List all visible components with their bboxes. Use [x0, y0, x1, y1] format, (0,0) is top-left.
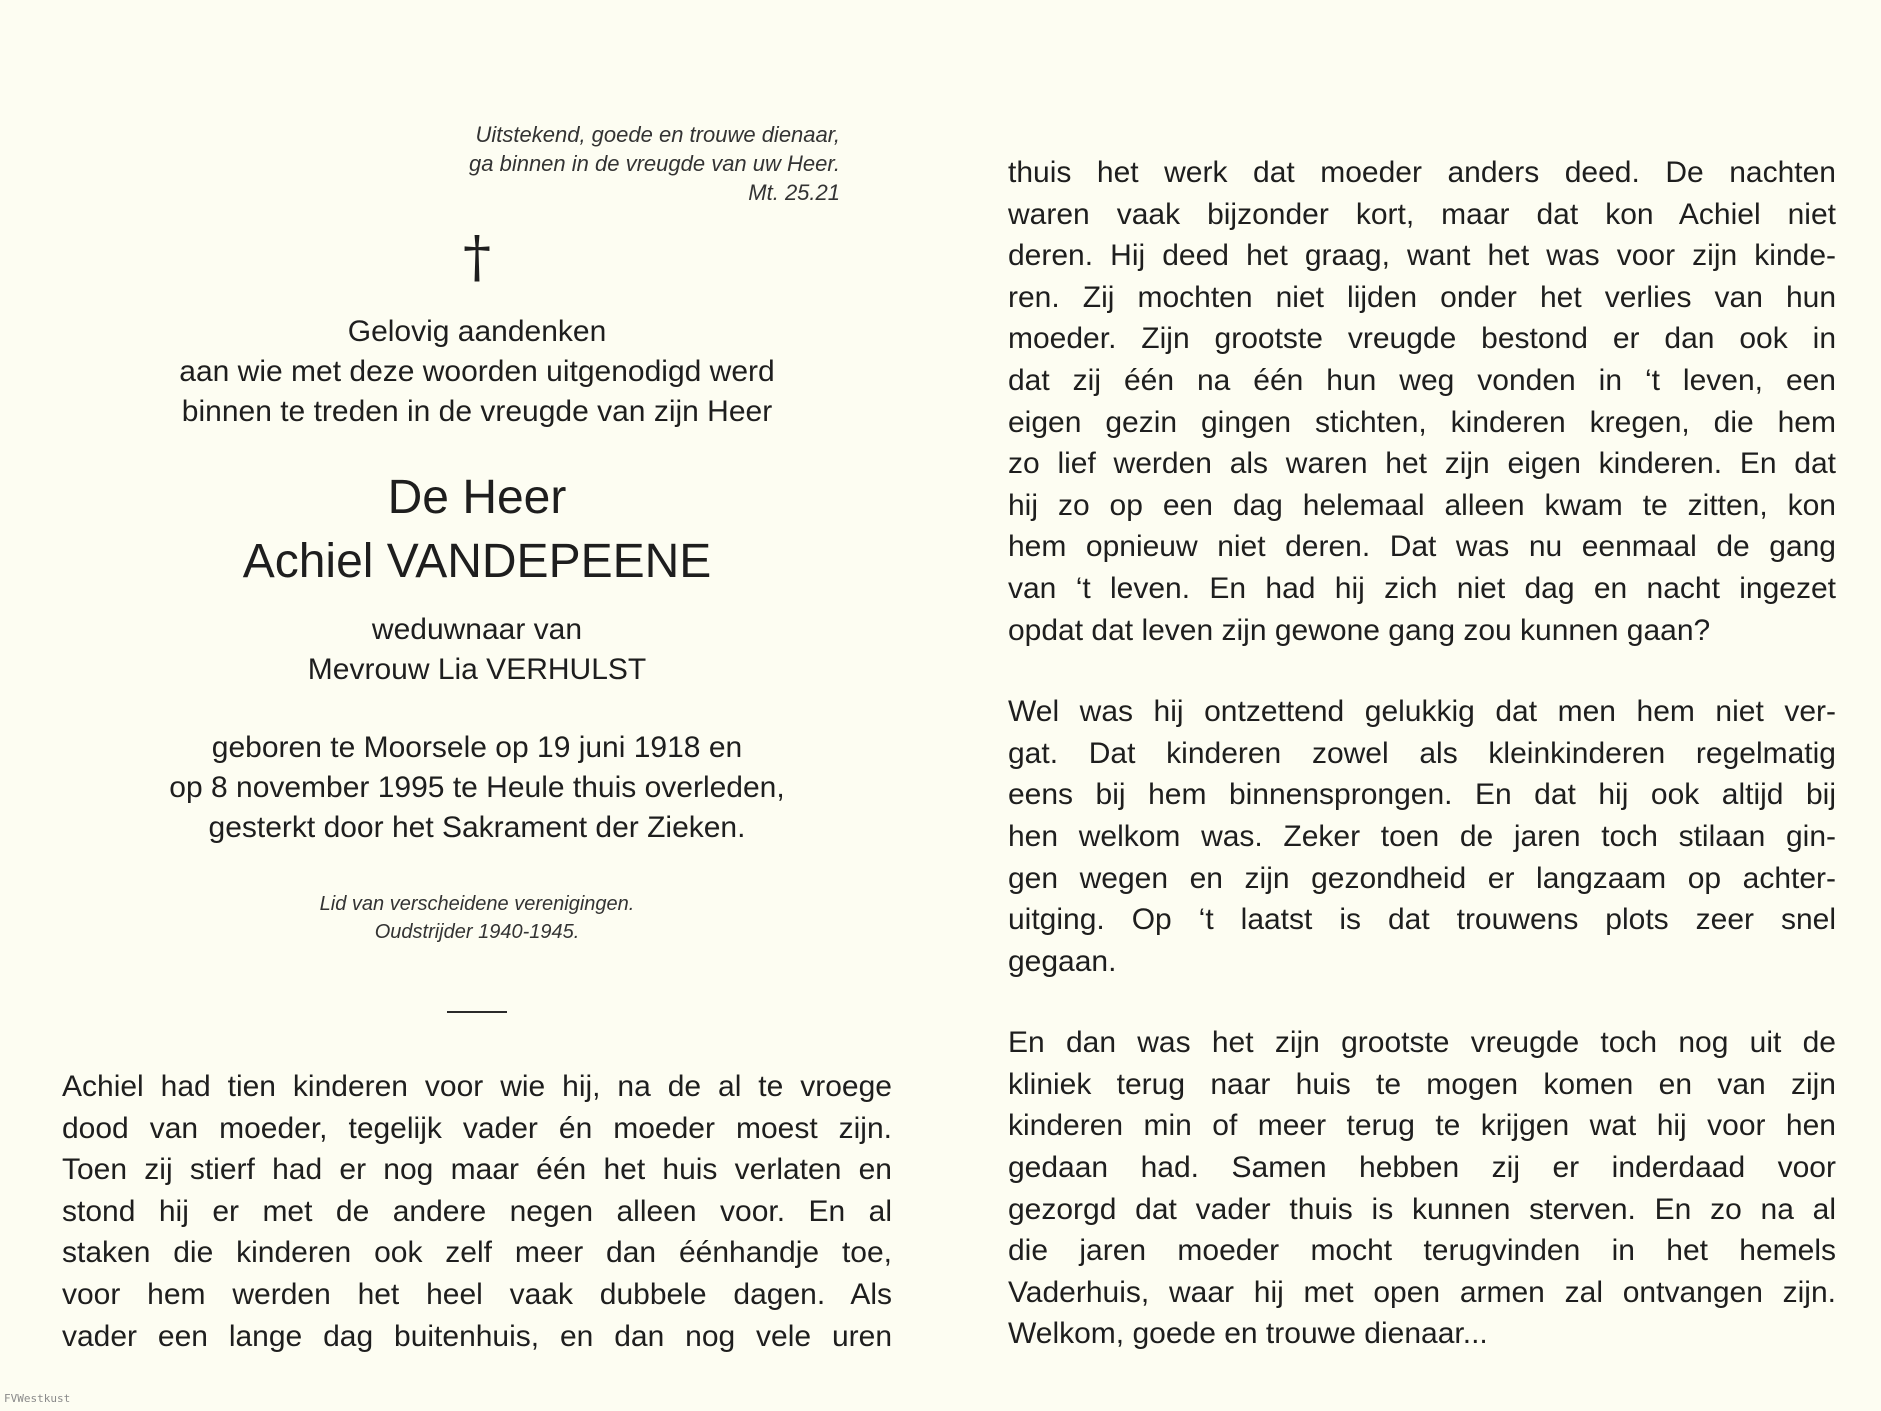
bio-line: hij zo op een dag helemaal alleen kwam te zitten, kon — [1008, 488, 1836, 522]
bio-line: gen wegen en zijn gezondheid er langzaam op achter- — [1008, 861, 1836, 895]
bio-line: gat. Dat kinderen zowel als kleinkinderen regelmatig — [1008, 736, 1836, 770]
bio-line: moeder. Zijn grootste vreugde bestond er dan ook in — [1008, 322, 1836, 356]
associations — [62, 890, 892, 946]
bio-line: voor hem werden het heel vaak dubbele dagen. Als — [62, 1277, 892, 1311]
bio-line: Vaderhuis, waar hij met open armen zal ontvangen zijn. — [1008, 1275, 1836, 1309]
bio-line: hem opnieuw niet deren. Dat was nu eenmaal de gang — [1008, 530, 1836, 564]
bio-line: waren vaak bijzonder kort, maar dat kon Achiel niet — [1008, 197, 1836, 231]
bio-line: die jaren moeder mocht terugvinden in het hemels — [1008, 1234, 1836, 1268]
biography-paragraph-2 — [1008, 691, 1836, 982]
association-line: Lid van verscheidene verenigingen. — [319, 893, 635, 915]
dates-line: geboren te Moorsele op 19 juni 1918 en — [211, 731, 743, 764]
bio-line: gedaan had. Samen hebben zij er inderdaad voor — [1008, 1151, 1836, 1185]
bio-line: Welkom, goede en trouwe dienaar... — [1008, 1317, 1488, 1351]
bio-line: eens bij hem binnensprongen. En dat hij ook altijd bij — [1008, 778, 1836, 812]
bio-line: gezorgd dat vader thuis is kunnen sterven. En zo na al — [1008, 1192, 1836, 1226]
association-line: Oudstrijder 1940-1945. — [374, 921, 580, 943]
bio-line: stond hij er met de andere negen alleen voor. En al — [62, 1194, 892, 1228]
bio-line: thuis het werk dat moeder anders deed. De nachten — [1008, 156, 1836, 189]
spouse-relation: weduwnaar van — [371, 613, 583, 646]
intro-line: aan wie met deze woorden uitgenodigd werd — [179, 355, 775, 388]
spouse-name: Mevrouw Lia VERHULST — [307, 653, 647, 686]
right-column — [1008, 152, 1836, 1395]
deceased-title: De Heer — [387, 471, 567, 524]
bio-line: Wel was hij ontzettend gelukkig dat men hem niet ver- — [1008, 695, 1836, 729]
biography-left — [62, 1066, 892, 1357]
dates-line: gesterkt door het Sakrament der Zieken. — [208, 811, 746, 844]
bio-line: En dan was het zijn grootste vreugde toch nog uit de — [1008, 1026, 1836, 1060]
bio-line: kliniek terug naar huis te mogen komen en van zijn — [1008, 1067, 1836, 1101]
bio-line: zo lief werden als waren het zijn eigen kinderen. En dat — [1008, 447, 1836, 481]
intro-line: binnen te treden in de vreugde van zijn Heer — [181, 395, 773, 428]
spouse-info — [62, 610, 892, 690]
intro-text — [62, 312, 892, 432]
deceased-name-block — [62, 466, 892, 594]
bio-line: hen welkom was. Zeker toen de jaren toch stilaan gin- — [1008, 819, 1836, 853]
life-dates — [62, 728, 892, 848]
bio-line: dat zij één na één hun weg vonden in ‘t leven, een — [1008, 363, 1836, 397]
bio-line: dood van moeder, tegelijk vader én moeder moest zijn. — [62, 1111, 892, 1145]
deceased-name: Achiel VANDEPEENE — [242, 535, 712, 588]
bio-line: van ‘t leven. En had hij zich niet dag en nacht ingezet — [1008, 571, 1836, 605]
bio-line: opdat dat leven zijn gewone gang zou kunnen gaan? — [1008, 613, 1711, 647]
bio-line: deren. Hij deed het graag, want het was voor zijn kinde- — [1008, 239, 1836, 273]
quote-reference: Mt. 25.21 — [748, 180, 840, 205]
cross-icon: † — [463, 225, 491, 290]
bio-line: staken die kinderen ook zelf meer dan éénhandje toe, — [62, 1236, 892, 1270]
bio-line: uitging. Op ‘t laatst is dat trouwens plots zeer snel — [1008, 903, 1836, 937]
quote-line: ga binnen in de vreugde van uw Heer. — [469, 151, 840, 176]
divider — [447, 1011, 507, 1013]
bio-line: Achiel had tien kinderen voor wie hij, na de al te vroege — [62, 1070, 892, 1103]
bio-line: kinderen min of meer terug te krijgen wat hij voor hen — [1008, 1109, 1836, 1143]
bio-line: ren. Zij mochten niet lijden onder het verlies van hun — [1008, 280, 1836, 314]
bible-quote — [62, 120, 892, 207]
bio-line: vader een lange dag buitenhuis, en dan nog vele uren — [62, 1319, 892, 1353]
biography-paragraph-1 — [1008, 152, 1836, 651]
watermark: FVWestkust — [4, 1392, 71, 1405]
biography-paragraph-3 — [1008, 1022, 1836, 1355]
bio-line: eigen gezin gingen stichten, kinderen kregen, die hem — [1008, 405, 1836, 439]
bio-line: gegaan. — [1008, 944, 1117, 978]
dates-line: op 8 november 1995 te Heule thuis overleden, — [169, 771, 785, 804]
quote-line: Uitstekend, goede en trouwe dienaar, — [475, 122, 840, 147]
intro-line: Gelovig aandenken — [347, 315, 607, 348]
bio-line: Toen zij stierf had er nog maar één het huis verlaten en — [62, 1153, 892, 1187]
